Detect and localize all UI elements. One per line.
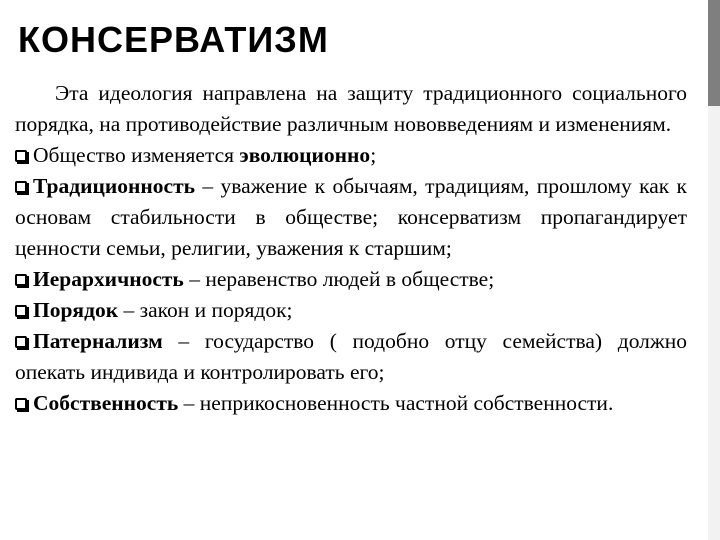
checkbox-bullet-icon xyxy=(15,274,27,286)
slide-title: КОНСЕРВАТИЗМ xyxy=(18,19,329,60)
checkbox-bullet-icon xyxy=(15,336,27,348)
list-item-order: Порядок – закон и порядок; xyxy=(15,295,687,326)
slide-content xyxy=(15,78,687,419)
list-item-paternalism: Патернализм – государство ( подобно отцу семейства) должно опекать индивида и контролировать его; xyxy=(15,329,687,384)
checkbox-bullet-icon xyxy=(15,305,27,317)
intro-paragraph: Эта идеология направлена на защиту традиционного социального порядка, на противодействие различным нововведениям и изменениям. xyxy=(15,81,687,136)
list-item-hierarchy: Иерархичность – неравенство людей в обществе; xyxy=(15,264,687,295)
checkbox-bullet-icon xyxy=(15,181,27,193)
side-bar-accent xyxy=(708,0,720,106)
checkbox-bullet-icon xyxy=(15,398,27,410)
list-item-tradition: Традиционность – уважение к обычаям, традициям, прошлому как к основам стабильности в обществе; консерватизм пропагандирует ценности семьи, религии, уважения к старшим; xyxy=(15,174,687,260)
list-item-property: Собственность – неприкосновенность частной собственности. xyxy=(15,388,687,419)
list-item-evolution: Общество изменяется эволюционно; xyxy=(15,140,687,171)
checkbox-bullet-icon xyxy=(15,150,27,162)
